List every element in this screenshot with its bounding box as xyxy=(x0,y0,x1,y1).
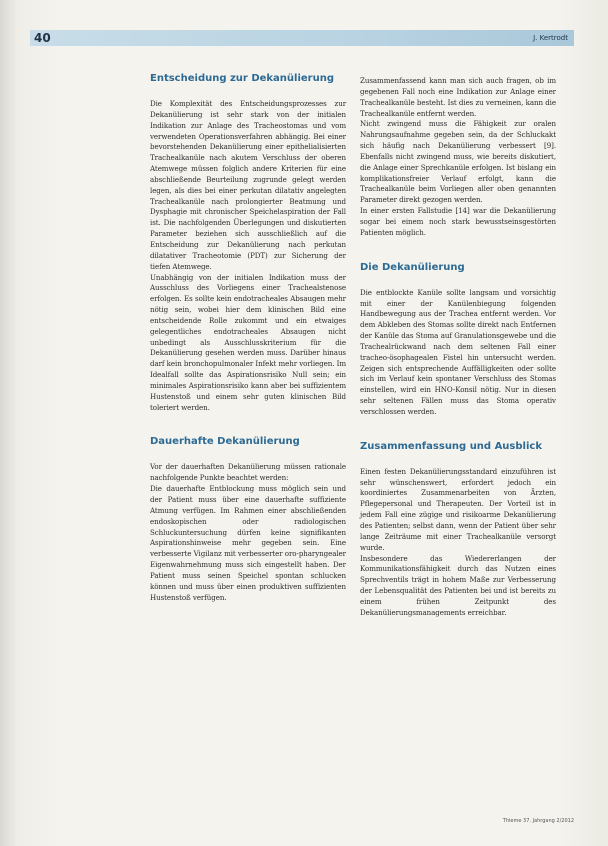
paragraph: In einer ersten Fallstudie [14] war die Dekanülierung sogar bei einem noch stark bewusstseinsgestörten Patienten möglich. xyxy=(360,206,556,237)
paragraph: Zusammenfassend kann man sich auch fragen, ob im gegebenen Fall noch eine Indikation zur Anlage einer Trachealkanüle besteht. Ist dies zu verneinen, kann die Trachealkanüle entfernt werden. xyxy=(360,76,556,118)
paragraph: Nicht zwingend muss die Fähigkeit zur oralen Nahrungsaufnahme gegeben sein, da der Schluckakt sich häufig nach Dekanülierung verbessert [9]. Ebenfalls nicht zwingend muss, wie bereits diskutiert, die Anlage einer Sprechkanüle erfolgen. Ist bislang ein komplikationsfreier Verlauf erfolgt, kann die Trachealkanüle beim Vorliegen aller oben genannten Parameter direkt gezogen werden. xyxy=(360,119,556,205)
right-column xyxy=(360,76,556,619)
section-heading-dekanuelierung: Die Dekanülierung xyxy=(360,261,465,273)
paragraph: Die entblockte Kanüle sollte langsam und vorsichtig mit einer der Kanülenbiegung folgenden Handbewegung aus der Trachea entfernt werden. Vor dem Abkleben des Stomas sollte direkt nach Entfernen der Kanüle das Stoma auf Granulationsgewebe und die Trachealrückwand nach dem seltenen Fall einer tracheo-ösophagealen Fistel hin untersucht werden. Zeigen sich entsprechende Auffälligkeiten oder sollte sich im Verlauf kein spontaner Verschluss des Stomas einstellen, wird ein HNO-Konsil nötig. Nur in diesen sehr seltenen Fällen muss das Stoma operativ verschlossen werden. xyxy=(360,287,556,416)
page-number: 40 xyxy=(34,31,51,45)
paragraph: Vor der dauerhaften Dekanülierung müssen rationale nachfolgende Punkte beachtet werden: xyxy=(150,462,346,483)
left-column xyxy=(150,72,346,603)
header-bar xyxy=(30,30,574,46)
paragraph: Insbesondere das Wiedererlangen der Kommunikationsfähigkeit durch das Nutzen eines Sprechventils trägt in hohem Maße zur Verbesserung der Lebensqualität des Patienten bei und ist bereits zu einem frühen Zeitpunkt des Dekanülierungsmanagements erreichbar. xyxy=(360,553,556,617)
section-heading-dauerhafte: Dauerhafte Dekanülierung xyxy=(150,436,300,448)
footer-citation: Thieme 37. Jahrgang 2/2012 xyxy=(502,818,574,824)
header-author: J. Kertrodt xyxy=(533,34,568,42)
section-heading-entscheidung: Entscheidung zur Dekanülierung xyxy=(150,73,335,84)
paragraph: Einen festen Dekanülierungsstandard einzuführen ist sehr wünschenswert, erfordert jedoch ein koordiniertes Zusammenarbeiten von Ärzten, Pflegepersonal und Therapeuten. Der Vorteil ist in jedem Fall eine zügige und risikoarme Dekanülierung des Patienten; selbst dann, wenn der Patient über sehr lange Zeiträume mit einer Trachealkanüle versorgt wurde. xyxy=(360,466,556,552)
paragraph: Die dauerhafte Entblockung muss möglich sein und der Patient muss über eine dauerhafte suffiziente Atmung verfügen. Im Rahmen einer abschließenden endoskopischen oder radiologischen Schluckuntersuchung dürfen keine signifikanten Aspirationshinweise mehr gegeben sein. Eine verbesserte Vigilanz mit verbesserter oro-pharyngealer Eigenwahrnehmung muss sich eingestellt haben. Der Patient muss seinen Speichel spontan schlucken können und muss über einen produktiven suffizienten Hustenstoß verfügen. xyxy=(150,484,346,602)
paragraph: Unabhängig von der initialen Indikation muss der Ausschluss des Vorliegens einer Trachealstenose erfolgen. Es sollte kein endotracheales Absaugen mehr nötig sein, wobei hier dem klinischen Bild eine entscheidende Rolle zukommt und ein etwaiges gelegentliches endotracheales Absaugen nicht unbedingt als Ausschlusskriterium für die Dekanülierung gesehen werden muss. Darüber hinaus darf kein bronchopulmonaler Infekt mehr vorliegen. Im Idealfall sollte das Aspirationsrisiko Null sein; ein minimales Aspirationsrisiko kann aber bei suffizientem Hustenstoß und einem sehr guten klinischen Bild toleriert werden. xyxy=(150,272,346,412)
section-heading-zusammenfassung: Zusammenfassung und Ausblick xyxy=(360,440,542,452)
paragraph: Die Komplexität des Entscheidungsprozesses zur Dekanülierung ist sehr stark von der initialen Indikation zur Anlage des Tracheostomas und vom verwendeten Operationsverfahren abhängig. Bei einer bevorstehenden Dekanülierung einer epithelialisierten Trachealkanüle nach akutem Verschluss der oberen Atemwege müssen folglich andere Kriterien für eine abschließende Beurteilung zugrunde gelegt werden legen, als dies bei einer perkutan dilatativ angelegten Trachealkanüle nach prolongierter Beatmung und Dysphagie mit chronischer Speichelaspiration der Fall ist. Die nachfolgenden Überlegungen und diskutierten Parameter beziehen sich ausschließlich auf die Entscheidung zur Dekanülierung nach perkutan dilatativer Tracheotomie (PDT) zur Sicherung der tiefen Atemwege. xyxy=(150,99,346,271)
